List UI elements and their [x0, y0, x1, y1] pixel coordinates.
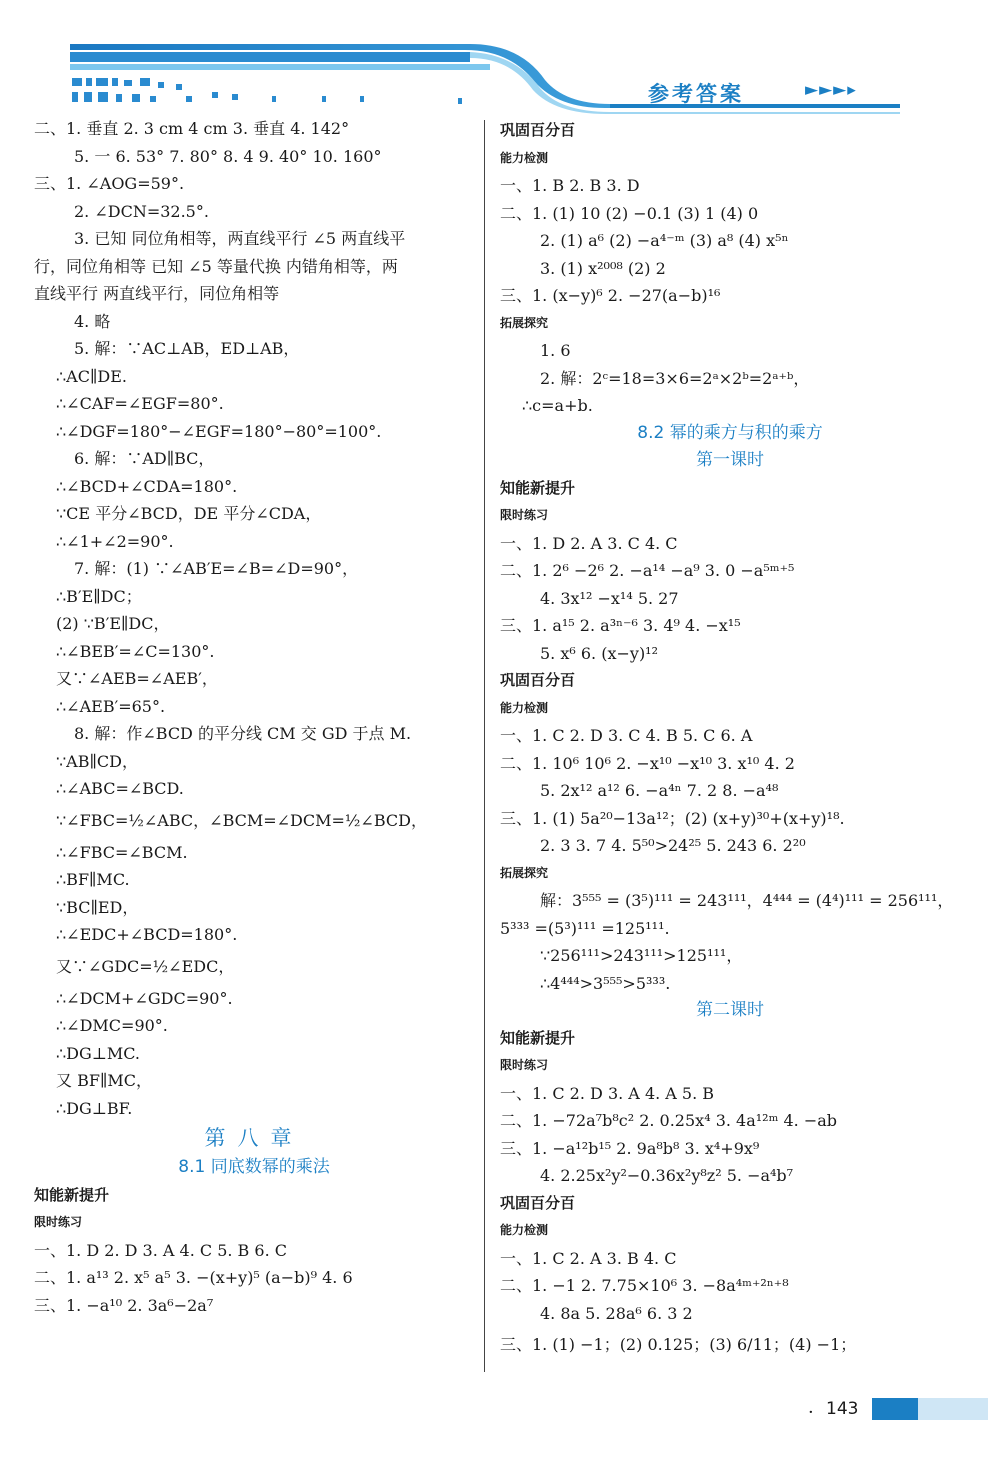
- left-answer-line: 二、1. 垂直 2. 3 cm 4 cm 3. 垂直 4. 142°: [34, 119, 350, 138]
- right-answer-line: 巩固百分百: [500, 671, 576, 689]
- left-answer-line: ∴∠BEB′=∠C=130°.: [56, 641, 215, 661]
- left-answer-line: 5. 一 6. 53° 7. 80° 8. 4 9. 40° 10. 160°: [74, 146, 382, 166]
- left-answer-line: ∴AC∥DE.: [56, 366, 127, 386]
- right-answer-line: 8.2 幂的乘方与积的乘方: [637, 422, 823, 443]
- right-answer-line: 知能新提升: [500, 478, 576, 497]
- right-answer-line: ∵256¹¹¹>243¹¹¹>125¹¹¹，: [540, 946, 743, 965]
- left-answer-line: ∴∠FBC=∠BCM.: [56, 842, 188, 862]
- left-answer-line: 第八章: [204, 1126, 304, 1150]
- right-answer-line: 能力检测: [500, 1223, 549, 1237]
- page-tab-decoration: [872, 1398, 918, 1420]
- left-answer-line: ∴∠AEB′=65°.: [56, 696, 166, 716]
- column-divider: [484, 120, 485, 1372]
- right-answer-line: 巩固百分百: [500, 1193, 576, 1212]
- right-answer-line: 三、1. (1) 5a²⁰−13a¹²；(2) (x+y)³⁰+(x+y)¹⁸.: [500, 808, 845, 828]
- right-answer-line: 2. 解：2ᶜ=18=3×6=2ᵃ×2ᵇ=2ᵃ⁺ᵇ，: [540, 368, 810, 388]
- left-answer-line: ∵AB∥CD，: [56, 751, 138, 771]
- right-answer-line: 5. x⁶ 6. (x−y)¹²: [540, 643, 659, 663]
- left-answer-line: 二、1. a¹³ 2. x⁵ a⁵ 3. −(x+y)⁵ (a−b)⁹ 4. 6: [34, 1268, 353, 1287]
- left-answer-line: 2. ∠DCN=32.5°.: [74, 201, 209, 221]
- right-answer-line: 巩固百分百: [500, 121, 576, 139]
- right-answer-line: 3. (1) x²⁰⁰⁸ (2) 2: [540, 258, 666, 278]
- left-answer-line: 8. 解：作∠BCD 的平分线 CM 交 GD 于点 M.: [74, 724, 412, 743]
- right-answer-line: 1. 6: [540, 341, 571, 360]
- header-banner-graphic: [0, 0, 1000, 118]
- left-answer-line: ∴B′E∥DC；: [56, 586, 142, 606]
- left-answer-line: ∵BC∥ED，: [56, 897, 139, 917]
- right-answer-line: 5³³³ =(5³)¹¹¹ =125¹¹¹.: [500, 918, 670, 938]
- header-arrows-icon: ►►►▸: [805, 80, 857, 100]
- right-answer-line: 三、1. −a¹²b¹⁵ 2. 9a⁸b⁸ 3. x⁴+9x⁹: [500, 1138, 760, 1158]
- right-answer-line: 2. 3 3. 7 4. 5⁵⁰>24²⁵ 5. 243 6. 2²⁰: [540, 836, 806, 855]
- right-answer-line: 二、1. 2⁶ −2⁶ 2. −a¹⁴ −a⁹ 3. 0 −a⁵ᵐ⁺⁵: [500, 561, 795, 580]
- left-column: [34, 115, 474, 1319]
- right-answer-line: 三、1. (1) −1；(2) 0.125；(3) 6/11；(4) −1；: [500, 1335, 857, 1354]
- left-answer-line: (2) ∵B′E∥DC，: [56, 614, 170, 633]
- right-answer-line: 限时练习: [500, 508, 549, 522]
- left-answer-line: ∵∠FBC=½∠ABC，∠BCM=∠DCM=½∠BCD，: [56, 810, 427, 830]
- right-answer-line: ∴c=a+b.: [522, 396, 593, 415]
- right-answer-line: 二、1. (1) 10 (2) −0.1 (3) 1 (4) 0: [500, 203, 759, 223]
- left-answer-line: 5. 解：∵AC⊥AB，ED⊥AB，: [74, 339, 300, 358]
- left-answer-line: 又∵∠GDC=½∠EDC，: [56, 956, 235, 976]
- footer-dot: ·: [808, 1402, 814, 1423]
- right-answer-line: 2. (1) a⁶ (2) −a⁴⁻ᵐ (3) a⁸ (4) x⁵ⁿ: [540, 231, 789, 250]
- right-answer-line: 一、1. C 2. A 3. B 4. C: [500, 1248, 677, 1268]
- left-answer-line: 4. 略: [74, 311, 111, 331]
- left-answer-line: 三、1. −a¹⁰ 2. 3a⁶−2a⁷: [34, 1295, 214, 1315]
- left-answer-line: 8.1 同底数幂的乘法: [178, 1157, 330, 1177]
- left-answer-line: ∴∠1+∠2=90°.: [56, 531, 174, 551]
- right-answer-line: 拓展探究: [500, 315, 549, 330]
- left-answer-line: 6. 解：∵AD∥BC，: [74, 449, 215, 468]
- right-answer-line: 二、1. 10⁶ 10⁶ 2. −x¹⁰ −x¹⁰ 3. x¹⁰ 4. 2: [500, 753, 795, 773]
- right-answer-line: 4. 8a 5. 28a⁶ 6. 3 2: [540, 1303, 693, 1323]
- left-answer-line: 直线平行 两直线平行，同位角相等: [34, 284, 280, 303]
- left-answer-line: ∴BF∥MC.: [56, 870, 130, 889]
- right-answer-line: ∴4⁴⁴⁴>3⁵⁵⁵>5³³³.: [540, 973, 671, 993]
- right-answer-line: 能力检测: [500, 700, 549, 715]
- right-answer-line: 三、1. a¹⁵ 2. a³ⁿ⁻⁶ 3. 4⁹ 4. −x¹⁵: [500, 616, 741, 635]
- left-answer-line: 知能新提升: [34, 1185, 110, 1204]
- left-answer-line: 7. 解：(1) ∵∠AB′E=∠B=∠D=90°，: [74, 559, 359, 578]
- right-answer-line: 一、1. D 2. A 3. C 4. C: [500, 533, 678, 553]
- page-tab-decoration-light: [918, 1398, 988, 1420]
- right-answer-line: 4. 2.25x²y²−0.36x²y⁸z² 5. −a⁴b⁷: [540, 1166, 794, 1185]
- right-answer-line: 一、1. B 2. B 3. D: [500, 176, 640, 195]
- left-answer-line: 又 BF∥MC，: [56, 1071, 152, 1090]
- right-column: [500, 117, 960, 1363]
- page-number: 143: [826, 1399, 859, 1419]
- page-header: [0, 0, 1000, 118]
- left-answer-line: 一、1. D 2. D 3. A 4. C 5. B 6. C: [34, 1240, 287, 1260]
- left-answer-line: 行，同位角相等 已知 ∠5 等量代换 内错角相等，两: [34, 256, 398, 276]
- right-answer-line: 限时练习: [500, 1058, 549, 1072]
- right-answer-line: 拓展探究: [500, 865, 549, 880]
- left-answer-line: ∴∠ABC=∠BCD.: [56, 779, 184, 798]
- header-title: 参考答案: [648, 82, 744, 106]
- left-answer-line: ∴∠DGF=180°−∠EGF=180°−80°=100°.: [56, 421, 382, 441]
- left-answer-line: 又∵∠AEB=∠AEB′，: [56, 669, 218, 688]
- left-answer-line: ∴∠DCM+∠GDC=90°.: [56, 988, 233, 1008]
- left-answer-line: 三、1. ∠AOG=59°.: [34, 174, 185, 193]
- right-answer-line: 第二课时: [696, 1000, 764, 1020]
- right-answer-line: 二、1. −1 2. 7.75×10⁶ 3. −8a⁴ᵐ⁺²ⁿ⁺⁸: [500, 1276, 789, 1295]
- left-answer-line: ∴∠EDC+∠BCD=180°.: [56, 925, 238, 944]
- right-answer-line: 4. 3x¹² −x¹⁴ 5. 27: [540, 588, 679, 608]
- right-answer-line: 第一课时: [696, 450, 764, 470]
- left-answer-line: ∴∠BCD+∠CDA=180°.: [56, 476, 238, 496]
- right-answer-line: 解：3⁵⁵⁵ = (3⁵)¹¹¹ = 243¹¹¹，4⁴⁴⁴ = (4⁴)¹¹¹ = 256¹¹¹，: [540, 891, 954, 910]
- left-answer-line: ∵CE 平分∠BCD，DE 平分∠CDA，: [56, 504, 322, 523]
- right-answer-line: 一、1. C 2. D 3. A 4. A 5. B: [500, 1083, 715, 1103]
- right-answer-line: 知能新提升: [500, 1028, 576, 1047]
- right-answer-line: 能力检测: [500, 150, 549, 165]
- right-answer-line: 二、1. −72a⁷b⁸c² 2. 0.25x⁴ 3. 4a¹²ᵐ 4. −ab: [500, 1111, 838, 1130]
- right-answer-line: 5. 2x¹² a¹² 6. −a⁴ⁿ 7. 2 8. −a⁴⁸: [540, 781, 779, 800]
- right-answer-line: 三、1. (x−y)⁶ 2. −27(a−b)¹⁶: [500, 286, 721, 305]
- left-answer-line: 3. 已知 同位角相等，两直线平行 ∠5 两直线平: [74, 229, 406, 248]
- left-answer-line: ∴∠CAF=∠EGF=80°.: [56, 394, 224, 413]
- left-answer-line: 限时练习: [34, 1215, 83, 1229]
- right-answer-line: 一、1. C 2. D 3. C 4. B 5. C 6. A: [500, 726, 753, 745]
- left-answer-line: ∴DG⊥BF.: [56, 1098, 133, 1118]
- left-answer-line: ∴DG⊥MC.: [56, 1043, 140, 1063]
- left-answer-line: ∴∠DMC=90°.: [56, 1016, 168, 1035]
